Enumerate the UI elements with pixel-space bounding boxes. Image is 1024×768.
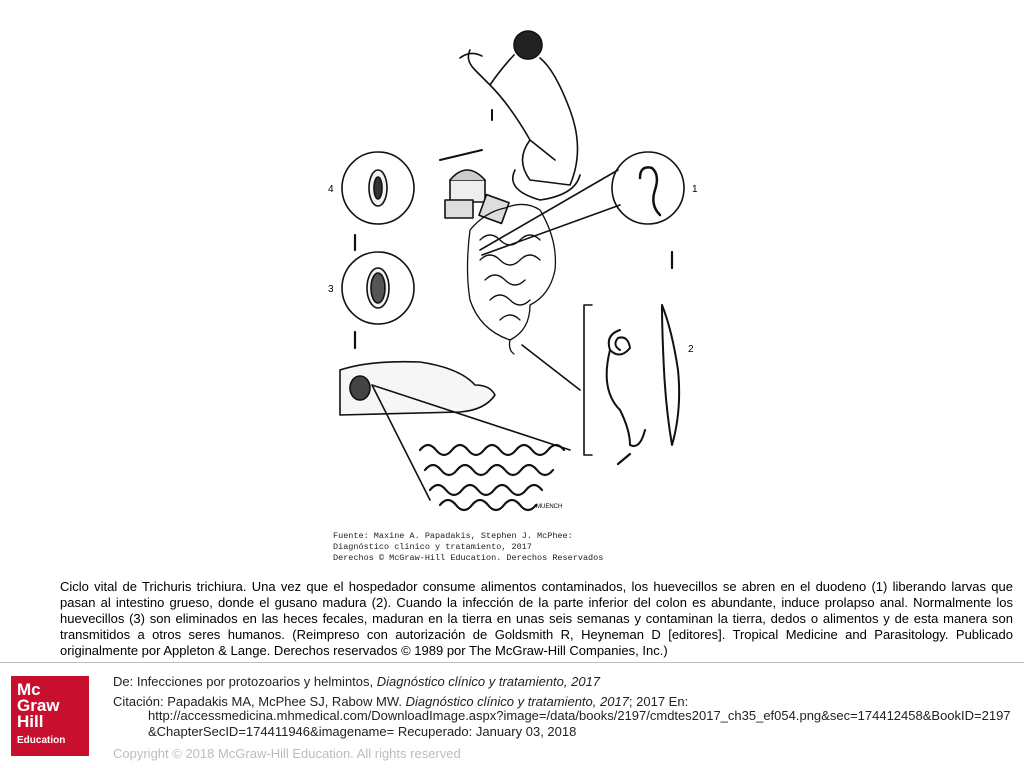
chapter-prefix: De: Infecciones por protozoarios y helmintos,	[113, 674, 377, 689]
figure-source	[333, 531, 604, 564]
patient-drawing	[340, 362, 495, 415]
step-label-2: 2	[688, 344, 694, 355]
step-label-1: 1	[692, 184, 698, 195]
life-cycle-drawing	[300, 30, 720, 570]
source-line: Derechos © McGraw-Hill Education. Derechos Reservados	[333, 553, 604, 563]
source-line: Diagnóstico clínico y tratamiento, 2017	[333, 542, 532, 552]
contaminated-food-drawing	[445, 170, 509, 223]
book-title: Diagnóstico clínico y tratamiento, 2017	[376, 674, 601, 689]
citation-prefix: Citación: Papadakis MA, McPhee SJ, Rabow MW.	[113, 694, 406, 709]
divider	[0, 662, 1024, 663]
step-label-4: 4	[328, 184, 334, 195]
life-cycle-illustration	[300, 30, 720, 570]
copyright-notice: Copyright © 2018 McGraw-Hill Education. All rights reserved	[113, 746, 461, 761]
citation-title: Diagnóstico clínico y tratamiento, 2017	[405, 694, 629, 709]
citation-url[interactable]: http://accessmedicina.mhmedical.com/DownloadImage.aspx?image=/data/books/2197/cmdtes2017_ch35_ef054.png&sec=174412458&BookID=2197&ChapterSecID=174411946&imagename= Recuperado: January 03, 2018	[148, 708, 1011, 739]
logo-line: Graw	[17, 696, 60, 715]
step-label-3: 3	[328, 284, 334, 295]
citation	[113, 694, 1013, 740]
figure-caption: Ciclo vital de Trichuris trichiura. Una vez que el hospedador consume alimentos contaminados, los huevecillos se abren en el duodeno (1) liberando larvas que pasan al intestino grueso, donde el gusano madura (2). Cuando la infección de la parte inferior del colon es abundante, induce prolapso anal. Normalmente los huevecillos (3) son eliminados en las heces fecales, maduran en la tierra en unas seis semanas y contaminan la tierra, dedos o alimentos y de esta manera son transmitidos a otros seres humanos. (Reimpreso con autorización de Goldsmith R, Heyneman D [editores]. Tropical Medicine and Parasitology. Publicado originalmente por Appleton & Lange. Derechos reservados © 1989 por The McGraw-Hill Companies, Inc.)	[60, 579, 1013, 658]
logo-line: Mc	[17, 680, 41, 699]
mcgraw-hill-logo	[11, 676, 89, 756]
soil-eggs-drawing	[420, 445, 564, 510]
source-chapter	[113, 674, 1013, 690]
logo-line: Hill	[17, 712, 44, 731]
citation-footer	[113, 674, 1013, 744]
intestine-drawing	[468, 204, 556, 354]
artist-signature: MUENCH	[536, 504, 563, 510]
citation-suffix: ; 2017 En:	[628, 694, 689, 709]
logo-line: Education	[17, 735, 66, 746]
source-line: Fuente: Maxine A. Papadakis, Stephen J. McPhee:	[333, 531, 573, 541]
